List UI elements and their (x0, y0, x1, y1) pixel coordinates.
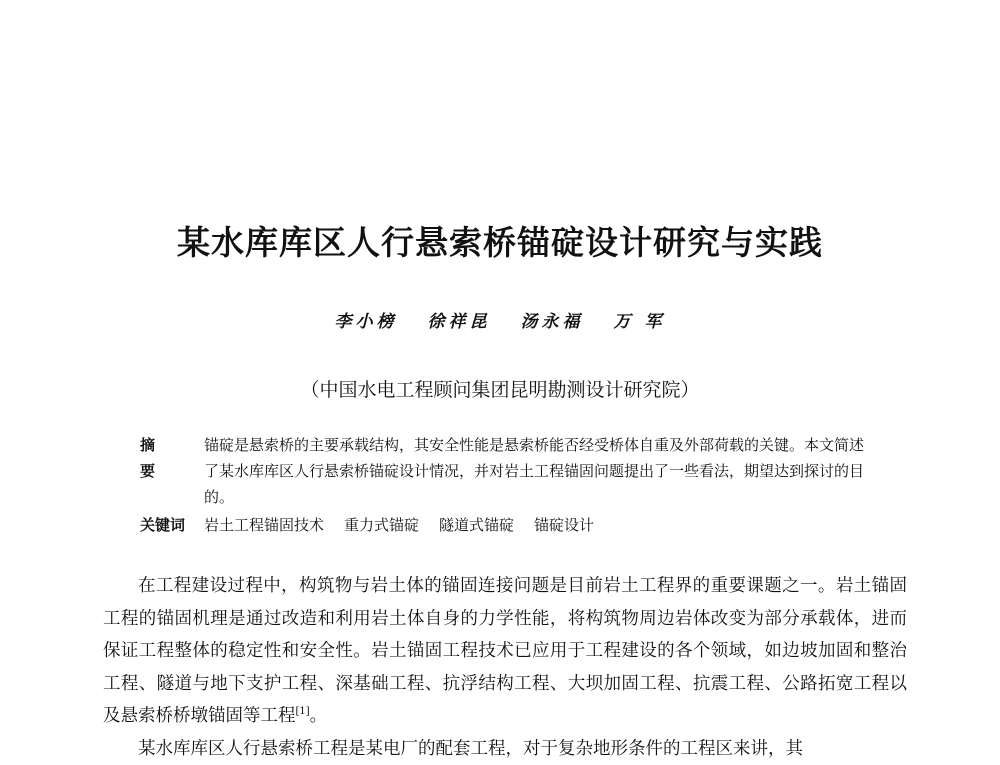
author-name: 李小榜 (335, 307, 398, 332)
author-name: 汤永福 (521, 307, 584, 332)
abstract-text: 锚碇是悬索桥的主要承载结构，其安全性能是悬索桥能否经受桥体自重及外部荷载的关键。本文简述了某水库库区人行悬索桥锚碇设计情况，并对岩土工程锚固问题提出了一些看法，期望达到探讨的目的。 (204, 432, 870, 510)
abstract-block (140, 432, 870, 538)
paper-title: 某水库库区人行悬索桥锚碇设计研究与实践 (0, 217, 1000, 264)
keywords-row (140, 512, 870, 538)
keywords-label: 关键词 (140, 512, 204, 538)
author-name: 万 军 (614, 307, 666, 332)
keyword: 重力式锚碇 (344, 512, 419, 538)
citation-marker: [1] (296, 706, 310, 717)
abstract-label: 摘要 (140, 432, 204, 510)
affiliation: （中国水电工程顾问集团昆明勘测设计研究院） (0, 375, 1000, 402)
body-text (103, 570, 907, 765)
author-name: 徐祥昆 (428, 307, 491, 332)
paragraph-end: 。 (310, 706, 328, 726)
keyword: 锚碇设计 (534, 512, 594, 538)
keyword: 岩土工程锚固技术 (204, 512, 324, 538)
keywords-list (204, 512, 594, 538)
body-paragraph (103, 570, 907, 733)
author-list (0, 307, 1000, 332)
keyword: 隧道式锚碇 (439, 512, 514, 538)
abstract-row (140, 432, 870, 510)
paragraph-text: 在工程建设过程中，构筑物与岩土体的锚固连接问题是目前岩土工程界的重要课题之一。岩土锚固工程的锚固机理是通过改造和利用岩土体自身的力学性能，将构筑物周边岩体改变为部分承载体，进而保证工程整体的稳定性和安全性。岩土锚固工程技术已应用于工程建设的各个领域，如边坡加固和整治工程、隧道与地下支护工程、深基础工程、抗浮结构工程、大坝加固工程、抗震工程、公路拓宽工程以及悬索桥桥墩锚固等工程 (103, 576, 907, 726)
body-paragraph: 某水库库区人行悬索桥工程是某电厂的配套工程，对于复杂地形条件的工程区来讲，其 (103, 733, 907, 765)
